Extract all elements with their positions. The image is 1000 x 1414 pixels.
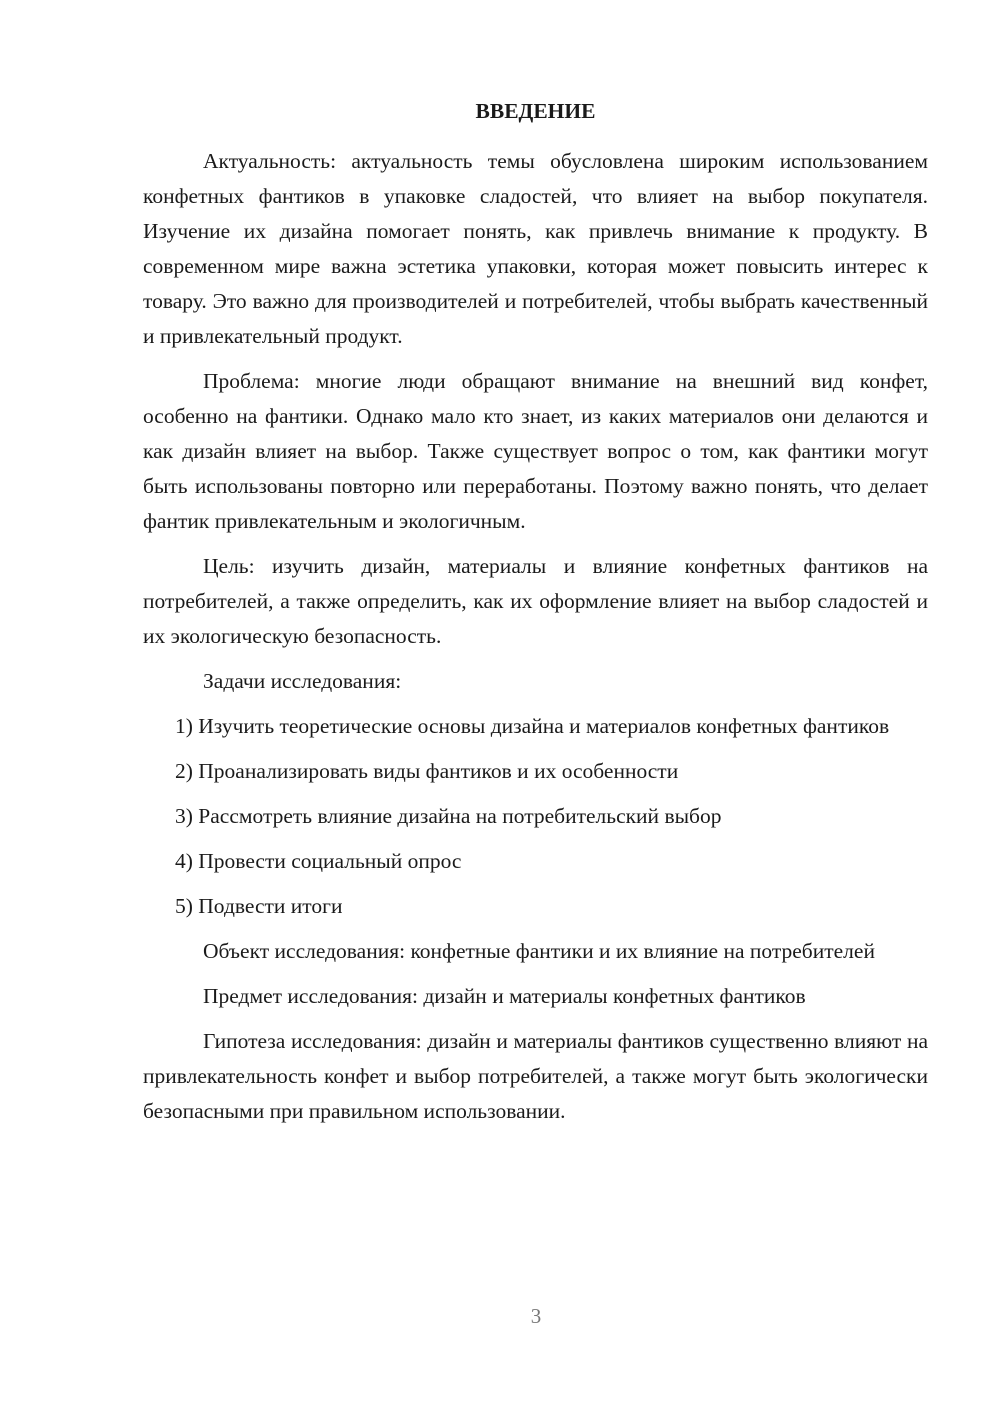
task-item: 1) Изучить теоретические основы дизайна и материалов конфетных фантиков: [175, 714, 890, 738]
task-item: 4) Провести социальный опрос: [175, 849, 462, 873]
tasks-heading: Задачи исследования:: [203, 669, 402, 693]
document-page: [143, 94, 928, 1129]
paragraph-hypothesis: Гипотеза исследования: дизайн и материалы фантиков существенно влияют на привлекательность конфет и выбор потребителей, а также могут быть экологически безопасными при правильном использовании.: [143, 1029, 928, 1123]
page-number: 3: [530, 1304, 542, 1328]
task-item: 5) Подвести итоги: [175, 894, 343, 918]
task-item: 2) Проанализировать виды фантиков и их особенности: [175, 759, 679, 783]
task-item: 3) Рассмотреть влияние дизайна на потребительский выбор: [175, 804, 722, 828]
paragraph-object: Объект исследования: конфетные фантики и их влияние на потребителей: [203, 939, 875, 963]
paragraph-relevance: Актуальность: актуальность темы обусловлена широким использованием конфетных фантиков в упаковке сладостей, что влияет на выбор покупателя. Изучение их дизайна помогает понять, как привлечь внимание к продукту. В современном мире важна эстетика упаковки, которая может повысить интерес к товару. Это важно для производителей и потребителей, чтобы выбрать качественный и привлекательный продукт.: [143, 149, 928, 348]
page-title: ВВЕДЕНИЕ: [475, 99, 596, 123]
paragraph-goal: Цель: изучить дизайн, материалы и влияние конфетных фантиков на потребителей, а также определить, как их оформление влияет на выбор сладостей и их экологическую безопасность.: [143, 554, 928, 648]
paragraph-subject: Предмет исследования: дизайн и материалы конфетных фантиков: [203, 984, 806, 1008]
paragraph-problem: Проблема: многие люди обращают внимание на внешний вид конфет, особенно на фантики. Однако мало кто знает, из каких материалов они делаются и как дизайн влияет на выбор. Также существует вопрос о том, как фантики могут быть использованы повторно или переработаны. Поэтому важно понять, что делает фантик привлекательным и экологичным.: [143, 369, 928, 533]
